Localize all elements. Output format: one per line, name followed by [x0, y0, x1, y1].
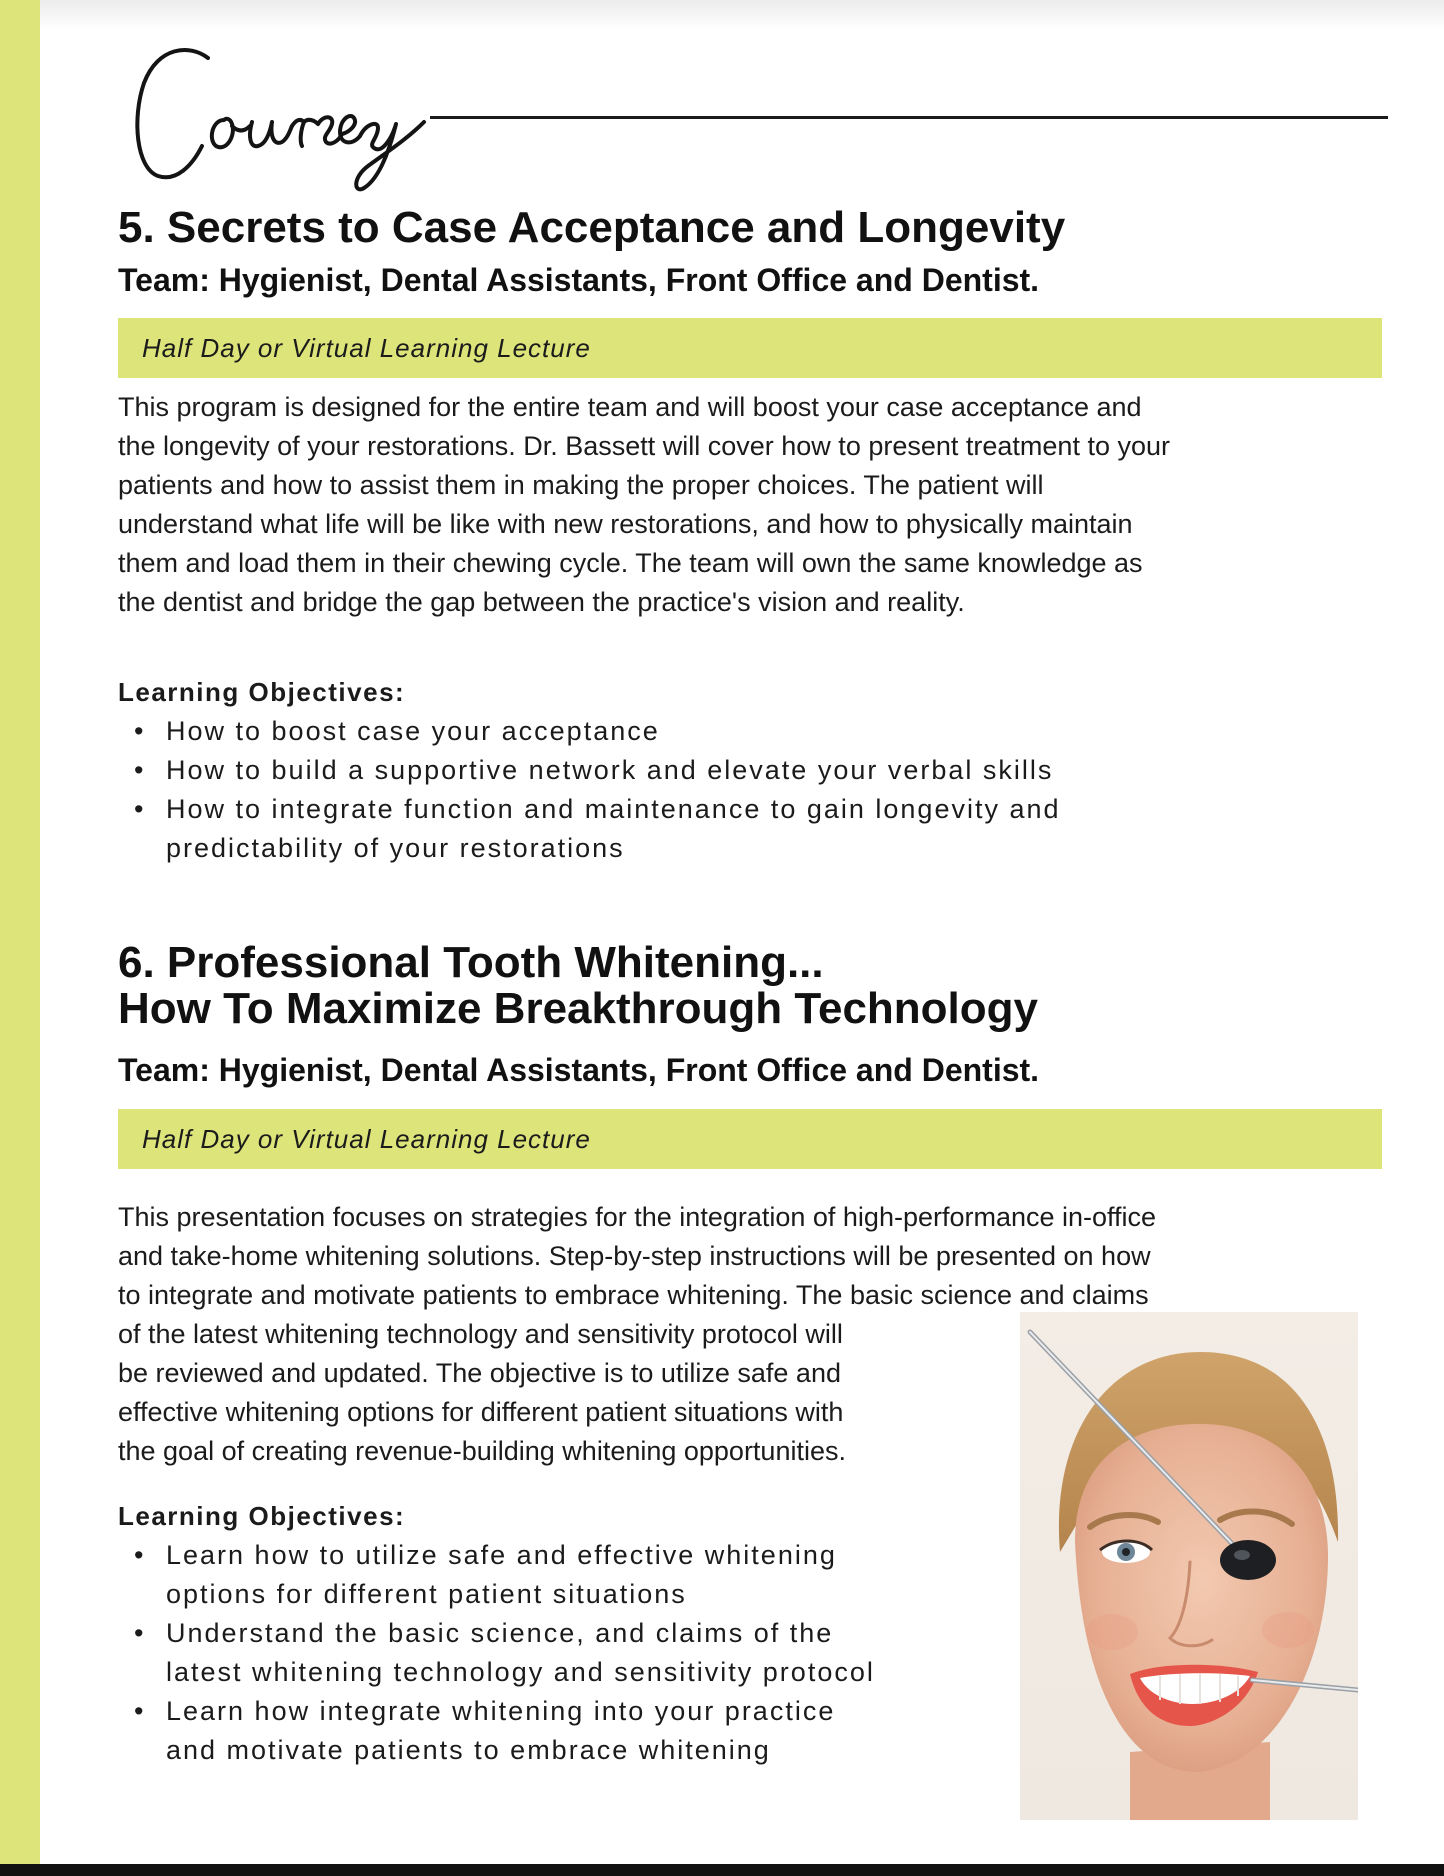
course-6-title-line-1: 6. Professional Tooth Whitening... — [118, 938, 824, 987]
course-6-team: Team: Hygienist, Dental Assistants, Front Office and Dentist. — [118, 1052, 1040, 1088]
list-item — [118, 1614, 875, 1692]
description-line: effective whitening options for different patient situations with — [118, 1397, 844, 1427]
description-line: the longevity of your restorations. Dr. Bassett will cover how to present treatment to your — [118, 431, 1170, 461]
description-line: the goal of creating revenue-building whitening opportunities. — [118, 1436, 846, 1466]
course-6-title — [118, 940, 1038, 1032]
list-item — [118, 1692, 875, 1770]
objective-line: How to boost case your acceptance — [166, 716, 660, 746]
course-6-objectives-heading: Learning Objectives: — [118, 1501, 406, 1531]
objective-line: latest whitening technology and sensitivity protocol — [166, 1657, 875, 1687]
heading-rule — [430, 116, 1388, 119]
course-5-objectives-heading: Learning Objectives: — [118, 677, 406, 707]
course-6-objectives-list — [118, 1536, 875, 1770]
description-line: them and load them in their chewing cycle. The team will own the same knowledge as — [118, 548, 1143, 578]
bottom-bar — [0, 1864, 1444, 1876]
description-line: patients and how to assist them in making the proper choices. The patient will — [118, 470, 1044, 500]
list-item — [118, 751, 1061, 790]
course-6-description — [118, 1198, 1156, 1471]
course-5-format: Half Day or Virtual Learning Lecture — [142, 333, 591, 363]
list-item — [118, 1536, 875, 1614]
objective-line: How to build a supportive network and elevate your verbal skills — [166, 755, 1054, 785]
course-5-format-band — [118, 318, 1382, 378]
objective-line: How to integrate function and maintenance to gain longevity and — [166, 794, 1061, 824]
list-item — [118, 790, 1061, 868]
objective-line: Understand the basic science, and claims of the — [166, 1618, 834, 1648]
description-line: and take-home whitening solutions. Step-by-step instructions will be presented on how — [118, 1241, 1151, 1271]
description-line: This presentation focuses on strategies for the integration of high-performance in-office — [118, 1202, 1157, 1232]
accent-side-bar — [0, 0, 40, 1864]
objective-line: Learn how to utilize safe and effective whitening — [166, 1540, 837, 1570]
description-line: understand what life will be like with new restorations, and how to physically maintain — [118, 509, 1133, 539]
description-line: to integrate and motivate patients to embrace whitening. The basic science and claims — [118, 1280, 1149, 1310]
course-6-title-line-2: How To Maximize Breakthrough Technology — [118, 984, 1039, 1033]
description-line: of the latest whitening technology and sensitivity protocol will — [118, 1319, 843, 1349]
course-5-description — [118, 388, 1170, 622]
course-5-objectives-list — [118, 712, 1061, 868]
objective-line: predictability of your restorations — [166, 833, 625, 863]
course-6-format: Half Day or Virtual Learning Lecture — [142, 1124, 591, 1154]
objective-line: and motivate patients to embrace whitening — [166, 1735, 771, 1765]
description-line: be reviewed and updated. The objective is to utilize safe and — [118, 1358, 841, 1388]
courses-script-heading — [128, 28, 428, 193]
course-5-team: Team: Hygienist, Dental Assistants, Front Office and Dentist. — [118, 262, 1040, 298]
description-line: This program is designed for the entire team and will boost your case acceptance and — [118, 392, 1142, 422]
objective-line: Learn how integrate whitening into your practice — [166, 1696, 836, 1726]
description-line: the dentist and bridge the gap between the practice's vision and reality. — [118, 587, 965, 617]
objective-line: options for different patient situations — [166, 1579, 687, 1609]
course-5-title: 5. Secrets to Case Acceptance and Longevity — [118, 203, 1066, 252]
course-6-format-band — [118, 1109, 1382, 1169]
list-item — [118, 712, 1061, 751]
woman-with-dental-mirrors-photo — [1020, 1312, 1358, 1820]
top-shade — [0, 0, 1444, 30]
